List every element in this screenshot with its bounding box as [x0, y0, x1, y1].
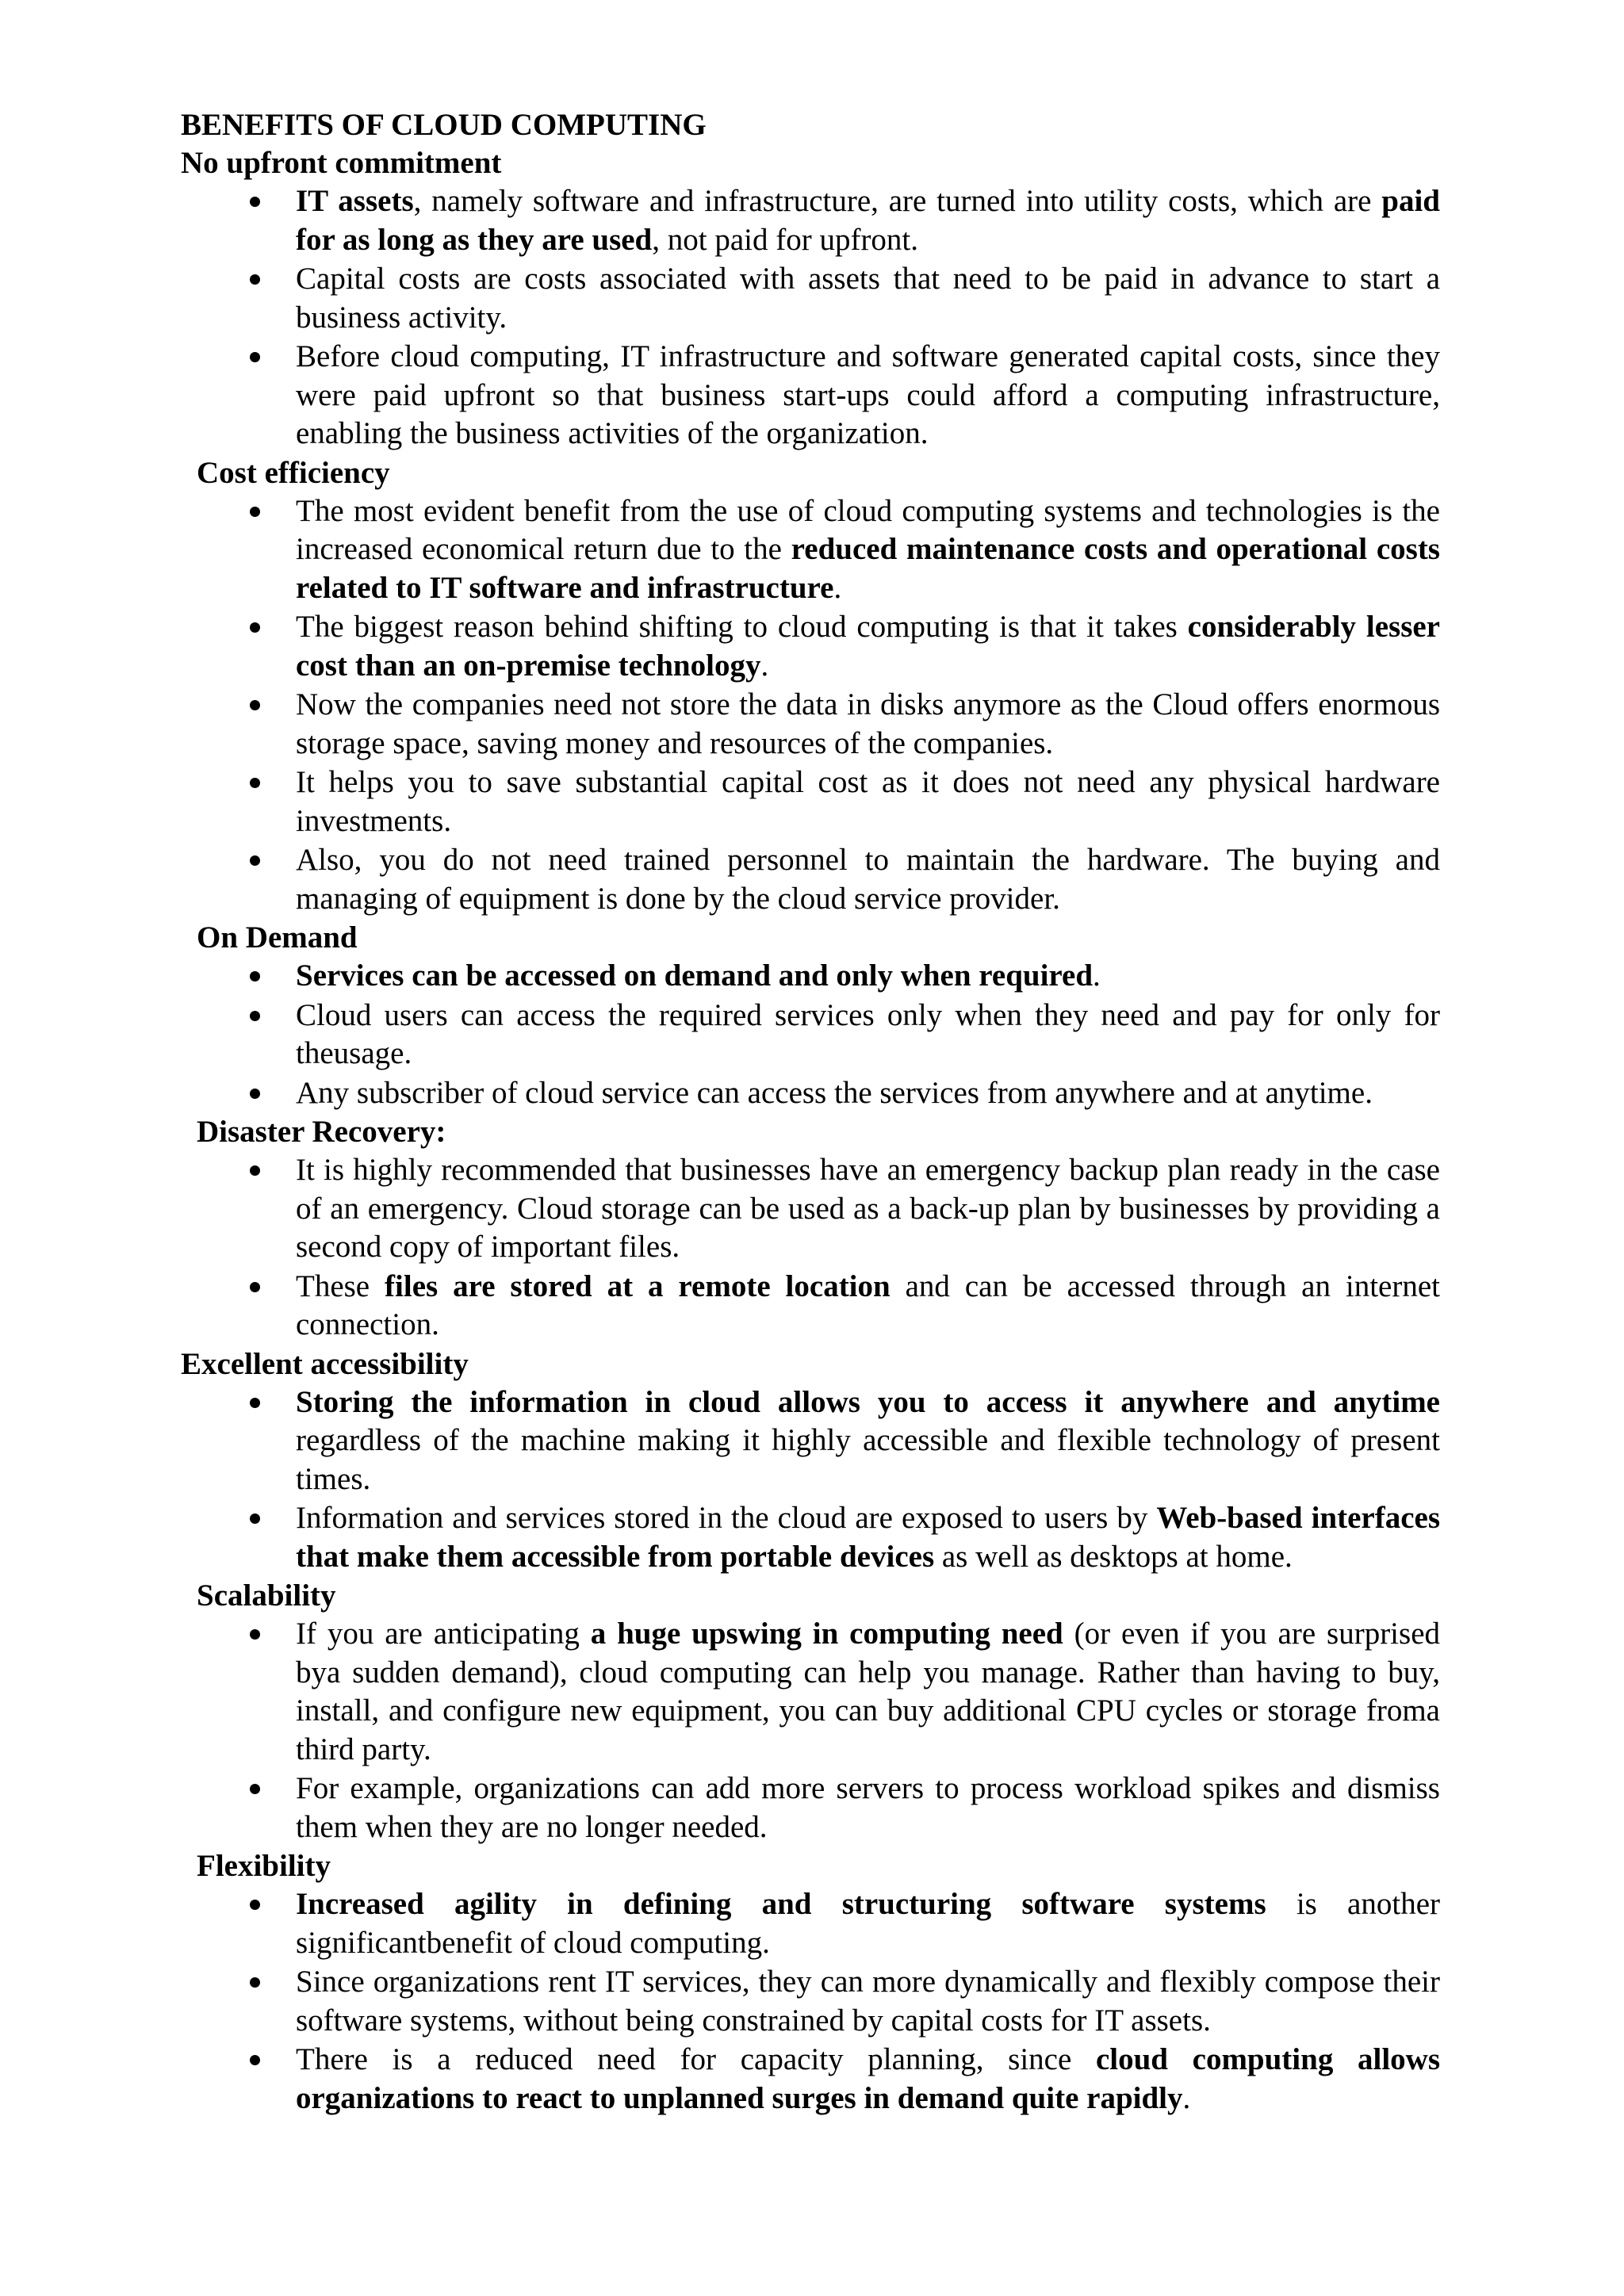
text-run: The biggest reason behind shifting to cloud computing is that it takes — [296, 610, 1188, 644]
bold-text: reduced maintenance costs and operational costs related to IT software and infrastructure — [296, 532, 1440, 605]
bullet-list — [181, 1615, 1440, 1846]
bold-text: cloud computing allows organizations to react to unplanned surges in demand quite rapidly — [296, 2042, 1440, 2115]
text-run: For example, organizations can add more servers to process workload spikes and dismiss them when they are no longer needed. — [296, 1771, 1440, 1844]
section — [181, 144, 1440, 453]
bold-text: files are stored at a remote location — [385, 1269, 891, 1303]
bullet-item — [181, 1151, 1440, 1267]
text-run: These — [296, 1269, 385, 1303]
section-heading: Scalability — [197, 1578, 336, 1613]
bullet-list — [181, 492, 1440, 919]
text-run: The most evident benefit from the use of cloud computing systems and technologies is the increased economical return due to the — [296, 493, 1440, 566]
text-run: and can be accessed through an internet connection. — [296, 1269, 1440, 1341]
bullet-item — [181, 1963, 1440, 2040]
text-run: . — [760, 648, 769, 683]
section — [181, 454, 1440, 919]
section — [181, 919, 1440, 1112]
bullet-item — [181, 1268, 1440, 1345]
bullet-item — [181, 260, 1440, 337]
text-run: . — [1182, 2080, 1191, 2115]
bullet-item — [181, 763, 1440, 840]
section-heading: Excellent accessibility — [181, 1346, 469, 1381]
bold-text: paid for as long as they are used — [296, 184, 1440, 257]
bullet-list — [181, 1885, 1440, 2118]
section-heading: Cost efficiency — [197, 455, 390, 490]
text-run: There is a reduced need for capacity planning, since — [296, 2042, 1096, 2076]
text-run: , namely software and infrastructure, are turned into utility costs, which are — [413, 184, 1382, 218]
section-heading: On Demand — [197, 920, 358, 955]
text-run: . — [1093, 959, 1101, 993]
bold-text: Services can be accessed on demand and only when required — [296, 959, 1094, 993]
bold-text: Storing the information in cloud allows you to access it anywhere and anytime — [296, 1384, 1440, 1419]
text-run: Information and services stored in the cloud are exposed to users by — [296, 1501, 1157, 1535]
bold-text: a huge upswing in computing need — [590, 1617, 1063, 1651]
bullet-item — [181, 1885, 1440, 1962]
bullet-item — [181, 608, 1440, 685]
text-run: Since organizations rent IT services, they can more dynamically and flexibly compose their software systems, without being constrained by capital costs for IT assets. — [296, 1965, 1440, 2038]
bold-text: Web-based interfaces that make them accessible from portable devices — [296, 1501, 1440, 1574]
text-run: (or even if you are surprised bya sudden demand), cloud computing can help you manage. Rather than having to buy, install, and configure new equipment, you can buy additional CPU cycles or storage froma third party. — [296, 1617, 1441, 1766]
bullet-item — [181, 182, 1440, 259]
bullet-item — [181, 492, 1440, 608]
text-run: , not paid for upfront. — [652, 222, 919, 257]
text-run: Capital costs are costs associated with assets that need to be paid in advance to start a business activity. — [296, 262, 1440, 335]
bullet-item — [181, 2041, 1440, 2118]
text-run: It helps you to save substantial capital cost as it does not need any physical hardware investments. — [296, 765, 1440, 838]
bullet-item — [181, 1615, 1440, 1769]
bullet-item — [181, 841, 1440, 918]
bullet-item — [181, 1499, 1440, 1576]
text-run: Cloud users can access the required services only when they need and pay for only for theusage. — [296, 997, 1440, 1070]
text-run: It is highly recommended that businesses have an emergency backup plan ready in the case of an emergency. Cloud storage can be used as a back‐up plan by businesses by providing a second copy of important files. — [296, 1153, 1440, 1264]
text-run: is another significantbenefit of cloud computing. — [296, 1887, 1440, 1960]
bullet-item — [181, 1770, 1440, 1846]
bullet-item — [181, 997, 1440, 1073]
bullet-list — [181, 1383, 1440, 1577]
bullet-item — [181, 1383, 1440, 1499]
bullet-item — [181, 957, 1440, 996]
section — [181, 1113, 1440, 1345]
text-run: regardless of the machine making it highly accessible and flexible technology of present times. — [296, 1423, 1440, 1496]
sections-container — [181, 144, 1440, 2118]
section-heading: No upfront commitment — [181, 146, 502, 180]
document-page — [181, 106, 1440, 2118]
bold-text: considerably lesser cost than an on-premise technology — [296, 610, 1440, 683]
section — [181, 1345, 1440, 1577]
text-run: Now the companies need not store the data in disks anymore as the Cloud offers enormous storage space, saving money and resources of the companies. — [296, 687, 1440, 760]
text-run: Any subscriber of cloud service can access the services from anywhere and at anytime. — [296, 1075, 1373, 1110]
bullet-item — [181, 1074, 1440, 1113]
bold-text: IT assets — [296, 184, 414, 218]
text-run: . — [833, 570, 842, 605]
text-run: If you are anticipating — [296, 1617, 591, 1651]
text-run: Before cloud computing, IT infrastructure and software generated capital costs, since they were paid upfront so that business start-ups could afford a computing infrastructure, enabling the business activities of the organization. — [296, 339, 1440, 450]
bullet-item — [181, 338, 1440, 453]
section — [181, 1847, 1440, 2118]
document-title: BENEFITS OF CLOUD COMPUTING — [181, 108, 707, 142]
bullet-list — [181, 1151, 1440, 1345]
text-run: as well as desktops at home. — [934, 1539, 1293, 1574]
bullet-item — [181, 686, 1440, 763]
bullet-list — [181, 182, 1440, 453]
bold-text: Increased agility in defining and structuring software systems — [296, 1887, 1266, 1921]
section — [181, 1577, 1440, 1846]
section-heading: Flexibility — [197, 1849, 331, 1883]
section-heading: Disaster Recovery: — [197, 1115, 446, 1149]
bullet-list — [181, 957, 1440, 1112]
text-run: Also, you do not need trained personnel to maintain the hardware. The buying and managing of equipment is done by the cloud service provider. — [296, 843, 1440, 916]
